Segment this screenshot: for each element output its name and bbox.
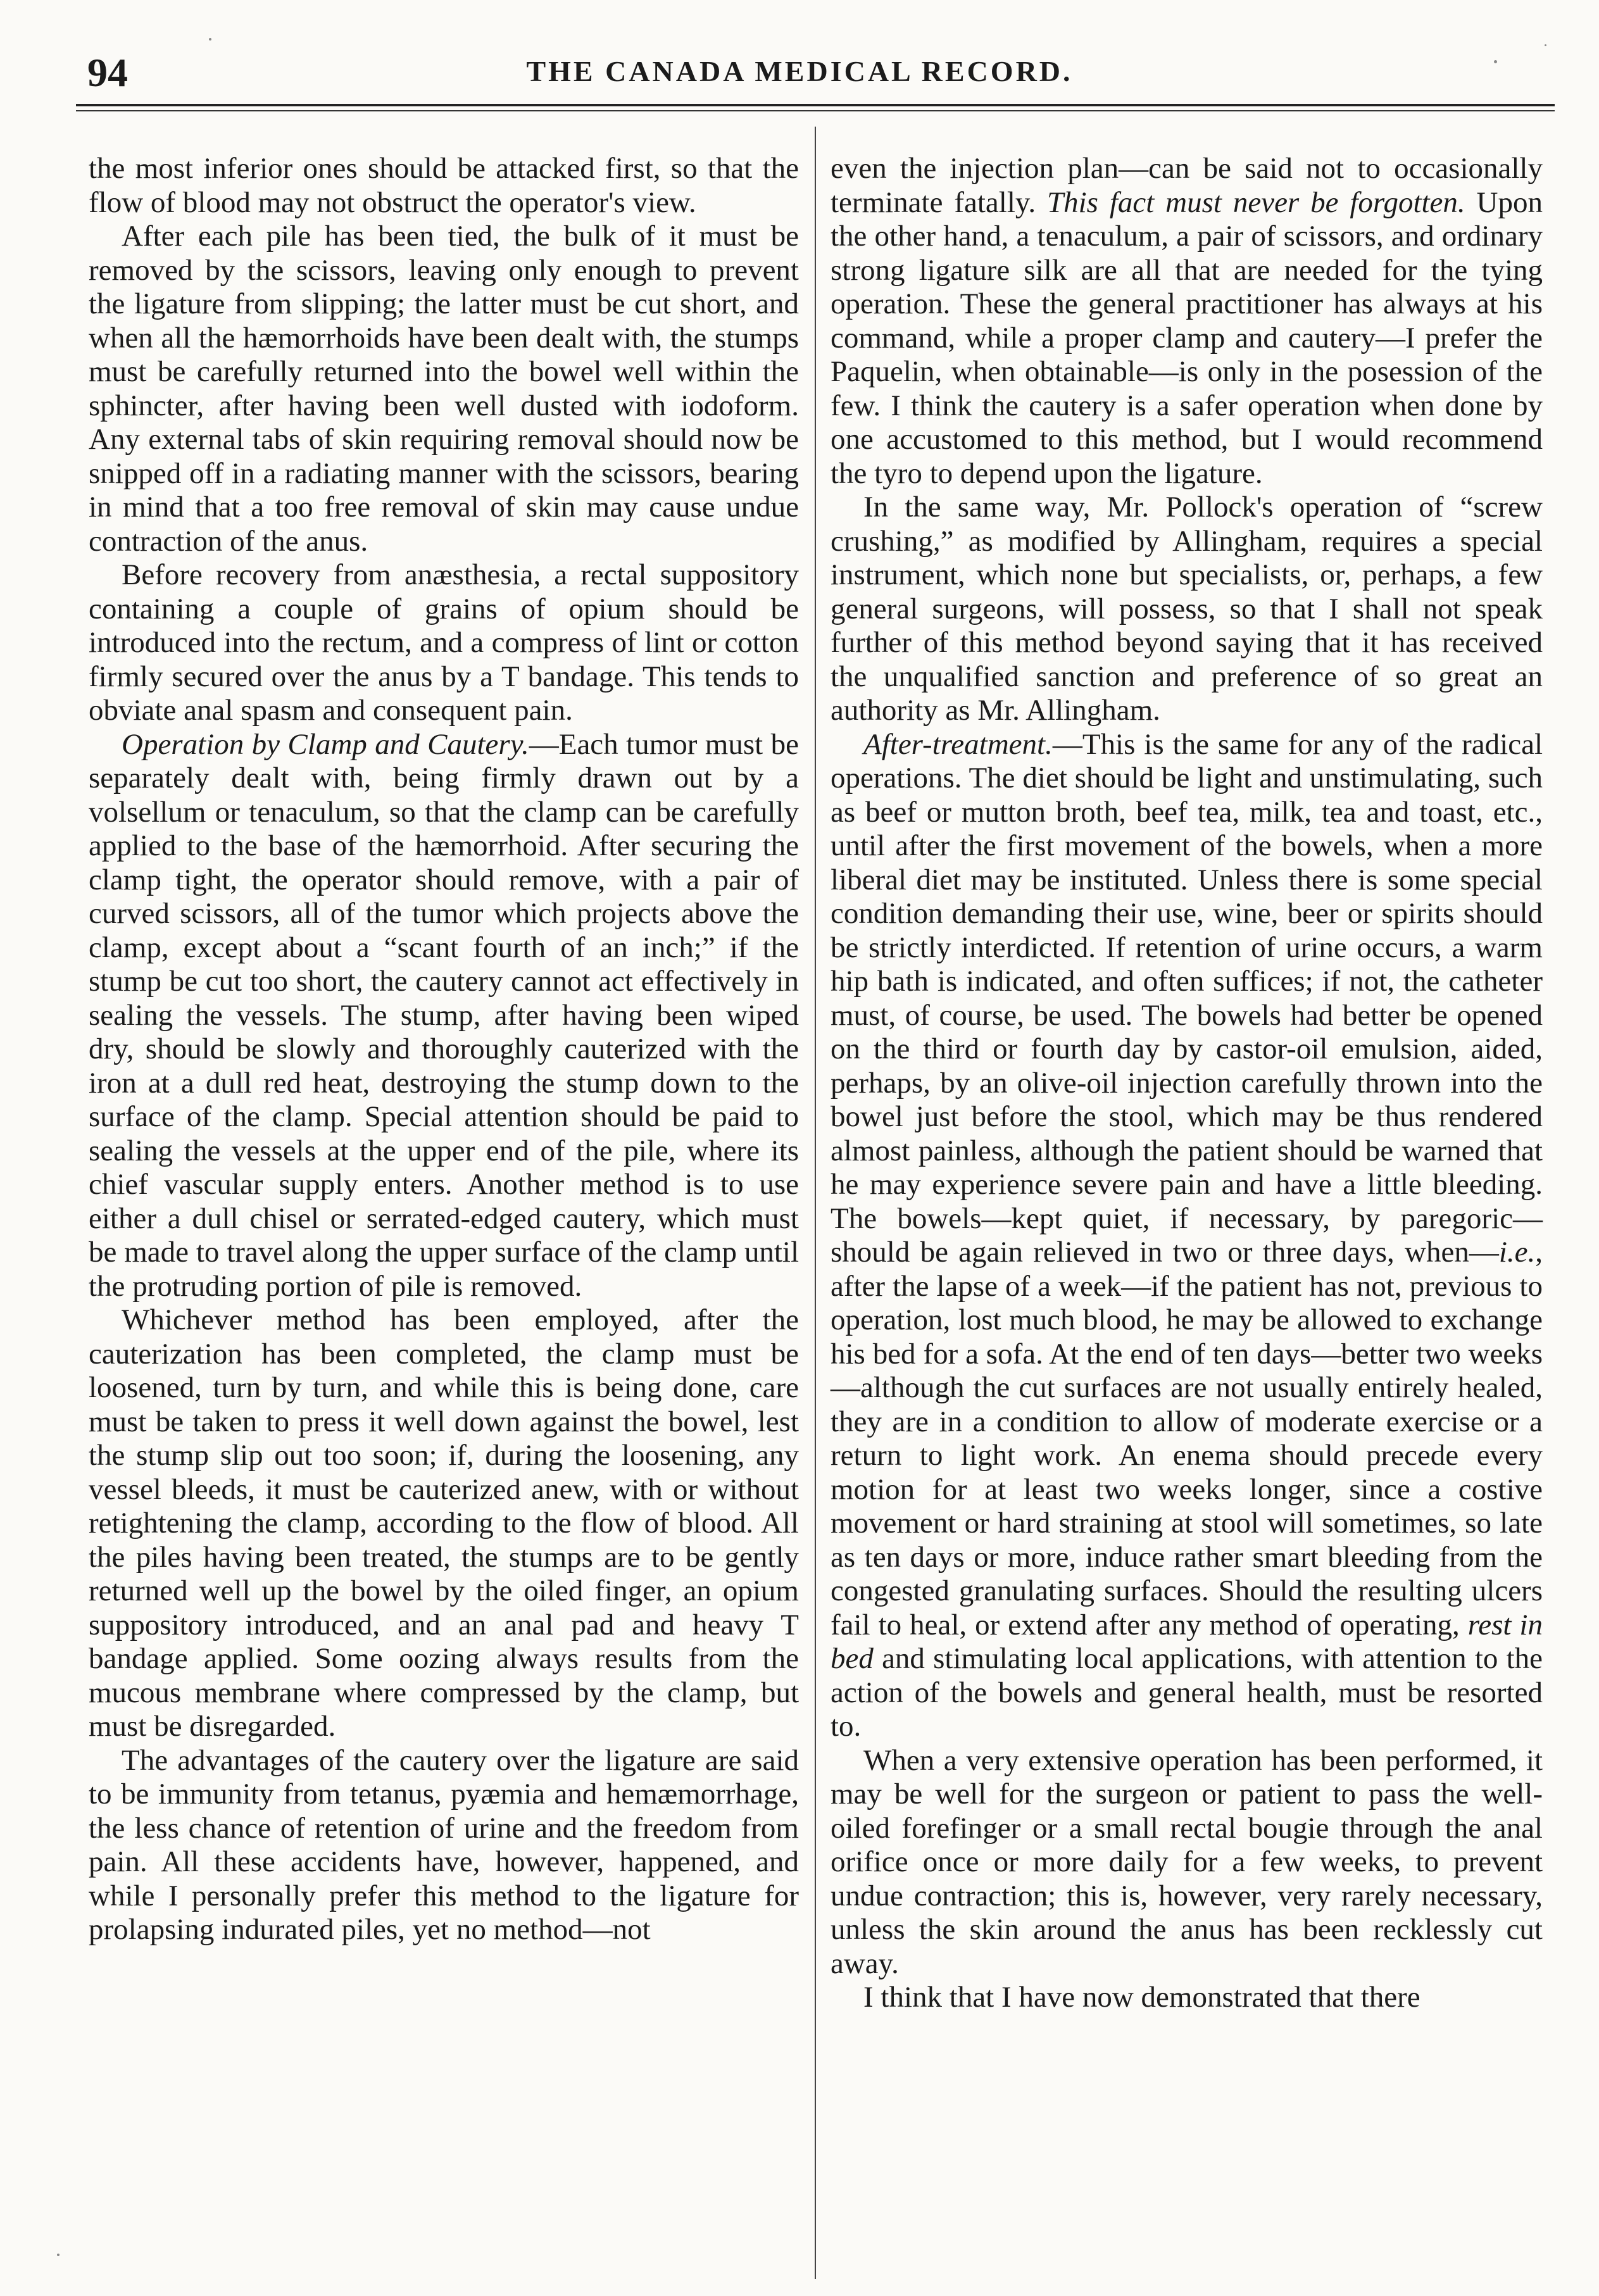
running-title: THE CANADA MEDICAL RECORD. (526, 55, 1073, 87)
print-speck (57, 2254, 60, 2256)
paragraph (831, 152, 1543, 491)
text-run: Whichever method has been employed, after the cauterization has been completed, the clamp must be loosened, turn by turn, and while this is being done, care must be taken to press it well down against the bowel, lest the stump slip out too soon; if, during the loosening, any vessel bleeds, it must be cauterized anew, with or without retightening the clamp, according to the flow of blood. All the piles having been treated, the stumps are to be gently returned well up the bowel by the oiled finger, an opium suppository introduced, and an anal pad and heavy T bandage applied. Some oozing always results from the mucous membrane where compressed by the clamp, but must be disregarded. (89, 1303, 799, 1743)
paragraph (831, 728, 1543, 1744)
text-run: Upon the other hand, a tenaculum, a pair of scissors, and ordinary strong ligature silk are all that are needed for the tying operation. These the general practitioner has always at his command, while a proper clamp and cautery—I prefer the Paquelin, when obtainable—is only in the posession of the few. I think the cautery is a safer operation when done by one accustomed to this method, but I would recommend the tyro to depend upon the ligature. (831, 185, 1543, 490)
column-divider (815, 127, 816, 2279)
paragraph (89, 152, 799, 220)
italic-text: Operation by Clamp and Cautery. (122, 727, 529, 761)
page-number: 94 (87, 50, 128, 95)
text-run: In the same way, Mr. Pollock's operation of “screw crushing,” as modified by Allingham, requires a special instrument, which none but specialists, or, perhaps, a few general surgeons, will possess, so that I shall not speak further of this method beyond saying that it has received the unqualified sanction and preference of so great an authority as Mr. Allingham. (831, 491, 1543, 727)
left-column (89, 152, 799, 2260)
text-run: and stimulating local applications, with attention to the action of the bowels and general health, must be resorted to. (831, 1642, 1543, 1743)
text-run: , after the lapse of a week—if the patient has not, previous to operation, lost much blood, he may be allowed to exchange his bed for a sofa. At the end of ten days—better two weeks—although the cut surfaces are not usually entirely healed, they are in a condition to allow of moderate exercise or a return to light work. An enema should precede every motion for at least two weeks longer, since a costive movement or hard straining at stool will sometimes, so late as ten days or more, induce rather smart bleeding from the congested granulating surfaces. Should the resulting ulcers fail to heal, or extend after any method of operating, (831, 1236, 1543, 1641)
text-run: Before recovery from anæsthesia, a rectal suppository containing a couple of grains of opium should be introduced into the rectum, and a compress of lint or cotton firmly secured over the anus by a T bandage. This tends to obviate anal spasm and consequent pain. (89, 558, 799, 727)
text-run: —This is the same for any of the radical operations. The diet should be light and unstimulating, such as beef or mutton broth, beef tea, milk, tea and toast, etc., until after the first movement of the bowels, when a more liberal diet may be instituted. Unless there is some special condition demanding their use, wine, beer or spirits should be strictly interdicted. If retention of urine occurs, a warm hip bath is indicated, and often suffices; if not, the catheter must, of course, be used. The bowels had better be opened on the third or fourth day by castor-oil emulsion, aided, perhaps, by an olive-oil injection carefully thrown into the bowel just before the stool, which may be thus rendered almost painless, although the patient should be warned that he may experience severe pain and have a little bleeding. The bowels—kept quiet, if necessary, by paregoric—should be again relieved in two or three days, when— (831, 727, 1543, 1269)
italic-text: i.e. (1498, 1236, 1536, 1269)
italic-text: This fact must never be forgotten. (1046, 185, 1465, 219)
header-rule-thin (76, 110, 1555, 111)
paragraph (89, 1744, 799, 1947)
paragraph (89, 728, 799, 1304)
right-column (831, 152, 1543, 2260)
paragraph (831, 491, 1543, 728)
paragraph (89, 220, 799, 558)
text-run: —Each tumor must be separately dealt with, being firmly drawn out by a volsellum or tenaculum, so that the clamp can be carefully applied to the base of the hæmorrhoid. After securing the clamp tight, the operator should remove, with a pair of curved scissors, all of the tumor which projects above the clamp, except about a “scant fourth of an inch;” if the stump be cut too short, the cautery cannot act effectively in sealing the vessels. The stump, after having been wiped dry, should be slowly and thoroughly cauterized with the iron at a dull red heat, destroying the stump down to the surface of the clamp. Special attention should be paid to sealing the vessels at the upper end of the pile, where its chief vascular supply enters. Another method is to use either a dull chisel or serrated-edged cautery, which must be made to travel along the upper surface of the clamp until the protruding portion of pile is removed. (89, 727, 799, 1303)
text-run: When a very extensive operation has been performed, it may be well for the surgeon or patient to pass the well-oiled forefinger or a small rectal bougie through the anal orifice once or more daily for a few weeks, to prevent undue contraction; this is, however, very rarely necessary, unless the skin around the anus has been recklessly cut away. (831, 1743, 1543, 1980)
print-speck (1494, 60, 1497, 63)
page-header (0, 0, 1599, 120)
italic-text: rest in bed (831, 1608, 1543, 1675)
text-run: The advantages of the cautery over the ligature are said to be immunity from tetanus, pyæmia and hemæmorrhage, the less chance of retention of urine and the freedom from pain. All these accidents have, however, happened, and while I personally prefer this method to the ligature for prolapsing indurated piles, yet no method—not (89, 1743, 799, 1946)
text-run: the most inferior ones should be attacked first, so that the flow of blood may not obstruct the operator's view. (89, 152, 799, 219)
italic-text: After-treatment. (863, 727, 1053, 761)
text-run: I think that I have now demonstrated that there (863, 1981, 1420, 2014)
paragraph (89, 558, 799, 728)
print-speck (209, 38, 211, 41)
paragraph (831, 1981, 1543, 2015)
paragraph (831, 1744, 1543, 1981)
print-speck (1545, 44, 1546, 46)
paragraph (89, 1303, 799, 1744)
text-run: After each pile has been tied, the bulk of it must be removed by the scissors, leaving only enough to prevent the ligature from slipping; the latter must be cut short, and when all the hæmorrhoids have been dealt with, the stumps must be carefully returned into the bowel well within the sphincter, after having been well dusted with iodoform. Any external tabs of skin requiring removal should now be snipped off in a radiating manner with the scissors, bearing in mind that a too free removal of skin may cause undue contraction of the anus. (89, 220, 799, 558)
text-run: even the injection plan—can be said not to occasionally terminate fatally. (831, 152, 1543, 219)
header-rule-thick (76, 104, 1555, 106)
